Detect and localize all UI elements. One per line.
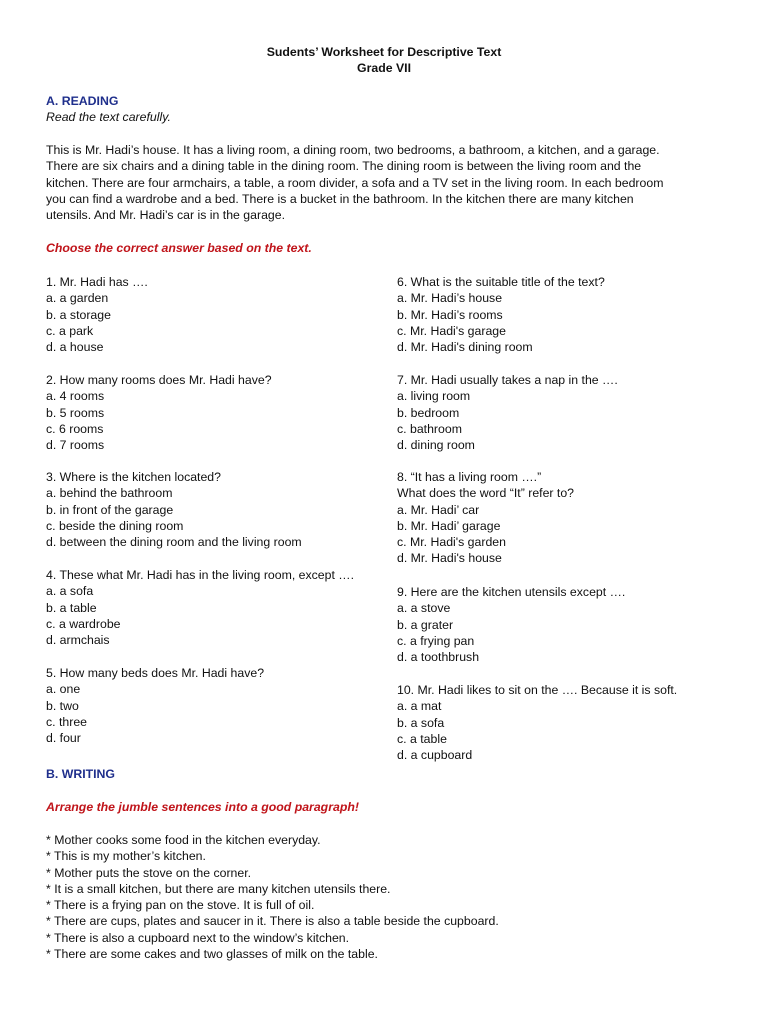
answer-option: b. Mr. Hadi’ garage bbox=[397, 518, 501, 533]
answer-option: d. Mr. Hadi's house bbox=[397, 551, 502, 566]
jumble-sentence: * There are cups, plates and saucer in it. There is also a table beside the cupboard. bbox=[46, 914, 499, 929]
answer-option: a. Mr. Hadi’ car bbox=[397, 502, 480, 517]
answer-option: c. 6 rooms bbox=[46, 421, 104, 436]
answer-option: c. a wardrobe bbox=[46, 616, 121, 631]
worksheet-title: Sudents’ Worksheet for Descriptive Text bbox=[266, 45, 502, 59]
question-3 bbox=[46, 469, 302, 550]
answer-option: a. 4 rooms bbox=[46, 389, 105, 404]
answer-option: b. bedroom bbox=[397, 405, 460, 420]
question-2 bbox=[46, 372, 272, 453]
answer-option: b. 5 rooms bbox=[46, 405, 105, 420]
answer-option: c. Mr. Hadi's garage bbox=[397, 323, 506, 338]
question-text: 1. Mr. Hadi has …. bbox=[46, 275, 148, 289]
answer-option: d. armchais bbox=[46, 633, 110, 648]
question-text: 4. These what Mr. Hadi has in the living room, except …. bbox=[46, 568, 355, 582]
answer-option: b. a table bbox=[46, 600, 97, 615]
answer-option: c. a park bbox=[46, 323, 94, 338]
question-4 bbox=[46, 567, 354, 648]
answer-option: b. a grater bbox=[397, 617, 454, 632]
answer-option: c. a frying pan bbox=[397, 633, 475, 648]
question-1 bbox=[46, 274, 148, 355]
question-text: 5. How many beds does Mr. Hadi have? bbox=[46, 666, 265, 680]
question-7 bbox=[397, 372, 618, 453]
question-text: 3. Where is the kitchen located? bbox=[46, 470, 221, 484]
answer-option: b. a sofa bbox=[397, 715, 445, 730]
question-text: 9. Here are the kitchen utensils except …. bbox=[397, 585, 626, 599]
reading-task: Choose the correct answer based on the text. bbox=[46, 241, 312, 255]
writing-task: Arrange the jumble sentences into a good paragraph! bbox=[46, 800, 359, 814]
answer-option: a. behind the bathroom bbox=[46, 486, 173, 501]
answer-option: c. a table bbox=[397, 731, 447, 746]
answer-option: b. two bbox=[46, 698, 79, 713]
answer-option: a. a mat bbox=[397, 699, 442, 714]
jumble-sentence: * There is also a cupboard next to the window’s kitchen. bbox=[46, 930, 350, 945]
question-text: 7. Mr. Hadi usually takes a nap in the …. bbox=[397, 373, 618, 387]
reading-instruction: Read the text carefully. bbox=[46, 110, 171, 124]
answer-option: b. in front of the garage bbox=[46, 502, 174, 517]
question-text: 6. What is the suitable title of the text? bbox=[397, 275, 605, 289]
jumble-sentence: * This is my mother’s kitchen. bbox=[46, 849, 206, 864]
question-10 bbox=[397, 682, 677, 763]
jumble-sentence: * Mother cooks some food in the kitchen everyday. bbox=[46, 833, 321, 847]
question-9 bbox=[397, 584, 625, 665]
answer-option: d. Mr. Hadi's dining room bbox=[397, 340, 533, 355]
answer-option: d. between the dining room and the living room bbox=[46, 535, 302, 550]
answer-option: d. a house bbox=[46, 340, 104, 355]
passage-line: There are six chairs and a dining table in the dining room. The dining room is between the living room and the bbox=[46, 159, 642, 174]
passage-line: kitchen. There are four armchairs, a table, a room divider, a sofa and a TV set in the living room. In each bedroom bbox=[46, 175, 664, 190]
answer-option: a. living room bbox=[397, 389, 471, 404]
answer-option: a. one bbox=[46, 682, 81, 697]
question-text: What does the word “It” refer to? bbox=[397, 486, 575, 501]
jumble-sentences bbox=[46, 832, 499, 962]
jumble-sentence: * Mother puts the stove on the corner. bbox=[46, 865, 252, 880]
passage-line: you can find a wardrobe and a bed. There is a bucket in the bathroom. In the kitchen there are many kitchen bbox=[46, 191, 634, 206]
answer-option: d. dining room bbox=[397, 438, 475, 453]
answer-option: c. beside the dining room bbox=[46, 518, 184, 533]
answer-option: d. a toothbrush bbox=[397, 650, 480, 665]
reading-passage bbox=[46, 142, 726, 223]
answer-option: c. bathroom bbox=[397, 421, 462, 436]
answer-option: c. three bbox=[46, 714, 88, 729]
answer-option: d. four bbox=[46, 731, 81, 746]
question-text: 2. How many rooms does Mr. Hadi have? bbox=[46, 373, 272, 387]
grade-label: Grade VII bbox=[357, 61, 411, 75]
question-8 bbox=[397, 469, 574, 567]
answer-option: d. 7 rooms bbox=[46, 438, 105, 453]
question-5 bbox=[46, 665, 264, 746]
answer-option: a. a garden bbox=[46, 291, 109, 306]
answer-option: b. a storage bbox=[46, 307, 111, 322]
answer-option: a. a sofa bbox=[46, 584, 94, 599]
jumble-sentence: * There are some cakes and two glasses of milk on the table. bbox=[46, 947, 378, 962]
question-text: 8. “It has a living room ….” bbox=[397, 470, 542, 484]
reading-heading: A. READING bbox=[46, 94, 119, 108]
passage-line: utensils. And Mr. Hadi’s car is in the garage. bbox=[46, 208, 286, 223]
passage-line: This is Mr. Hadi’s house. It has a living room, a dining room, two bedrooms, a bathroom, a kitchen, and a garage. bbox=[46, 143, 660, 157]
answer-option: b. Mr. Hadi’s rooms bbox=[397, 307, 503, 322]
question-6 bbox=[397, 274, 605, 355]
writing-heading: B. WRITING bbox=[46, 767, 115, 781]
question-text: 10. Mr. Hadi likes to sit on the …. Because it is soft. bbox=[397, 683, 678, 697]
jumble-sentence: * There is a frying pan on the stove. It is full of oil. bbox=[46, 898, 315, 913]
answer-option: a. a stove bbox=[397, 601, 451, 616]
answer-option: a. Mr. Hadi’s house bbox=[397, 291, 503, 306]
answer-option: c. Mr. Hadi's garden bbox=[397, 535, 506, 550]
answer-option: d. a cupboard bbox=[397, 748, 473, 763]
jumble-sentence: * It is a small kitchen, but there are many kitchen utensils there. bbox=[46, 881, 391, 896]
